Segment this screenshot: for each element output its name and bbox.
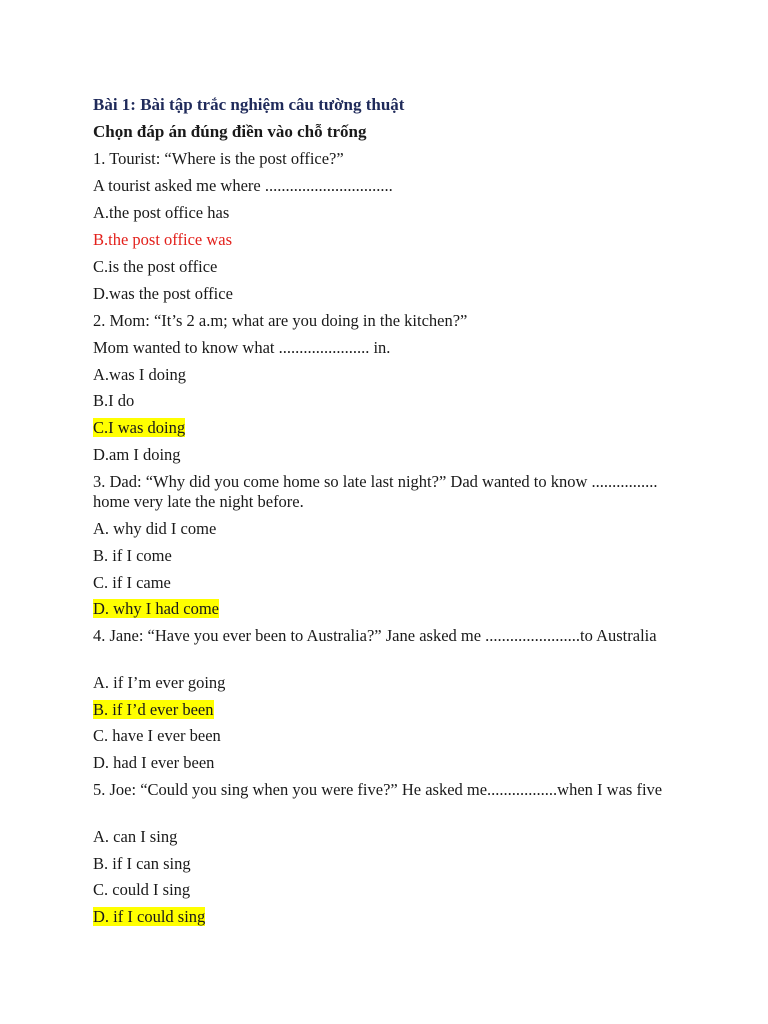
q2-option-b: B.I do	[93, 391, 135, 410]
q4-option-d: D. had I ever been	[93, 753, 215, 772]
q4-option-c: C. have I ever been	[93, 726, 221, 745]
exercise-instruction: Chọn đáp án đúng điền vào chỗ trống	[93, 122, 367, 141]
q2-option-c-row	[93, 418, 185, 438]
q4-option-b-row	[93, 700, 214, 720]
q2-stem: Mom wanted to know what ...................... in.	[93, 338, 391, 357]
q1-stem: A tourist asked me where ...............................	[93, 176, 393, 195]
q3-option-d-row	[93, 599, 219, 619]
q3-option-b: B. if I come	[93, 546, 172, 565]
q1-option-d: D.was the post office	[93, 284, 233, 303]
q5-prompt: 5. Joe: “Could you sing when you were five?” He asked me.................when I was five	[93, 780, 663, 799]
q5-option-d-row	[93, 907, 205, 927]
q2-option-d: D.am I doing	[93, 445, 181, 464]
q2-option-a: A.was I doing	[93, 365, 187, 384]
exercise-title: Bài 1: Bài tập trắc nghiệm câu tường thuật	[93, 95, 405, 114]
q4-prompt: 4. Jane: “Have you ever been to Australia?” Jane asked me .......................to Australia	[93, 626, 657, 645]
q2-prompt: 2. Mom: “It’s 2 a.m; what are you doing in the kitchen?”	[93, 311, 468, 330]
q1-option-c: C.is the post office	[93, 257, 218, 276]
q5-option-c: C. could I sing	[93, 880, 191, 899]
q3-option-c: C. if I came	[93, 573, 171, 592]
q4-option-b-correct: B. if I’d ever been	[93, 700, 214, 719]
q3-prompt: 3. Dad: “Why did you come home so late last night?” Dad wanted to know ................ home very late the night before.	[93, 472, 658, 511]
q3-option-a: A. why did I come	[93, 519, 217, 538]
q3-option-d-correct: D. why I had come	[93, 599, 220, 618]
q2-option-c-correct: C.I was doing	[93, 418, 186, 437]
q4-option-a: A. if I’m ever going	[93, 673, 226, 692]
q5-option-d-correct: D. if I could sing	[93, 907, 206, 926]
q5-option-a: A. can I sing	[93, 827, 178, 846]
q5-option-b: B. if I can sing	[93, 854, 191, 873]
q1-option-b-correct: B.the post office was	[93, 230, 233, 249]
q1-prompt: 1. Tourist: “Where is the post office?”	[93, 149, 344, 168]
q1-option-a: A.the post office has	[93, 203, 230, 222]
